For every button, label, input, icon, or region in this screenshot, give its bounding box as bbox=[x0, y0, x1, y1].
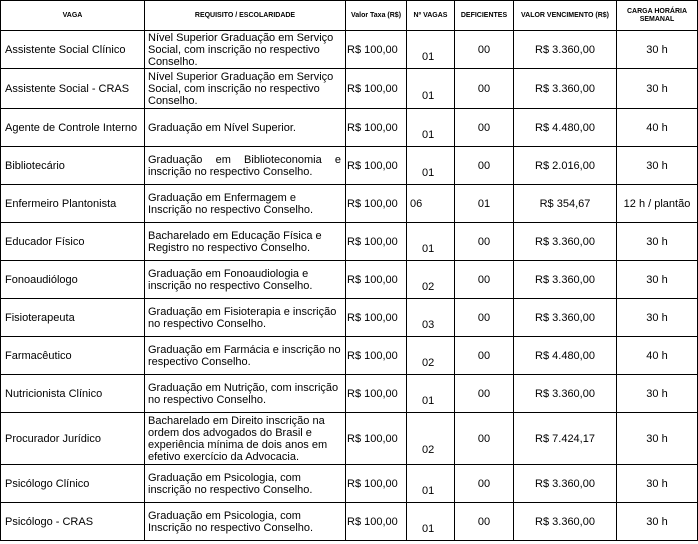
cell-taxa: R$ 100,00 bbox=[346, 31, 407, 69]
cell-vaga: Bibliotecário bbox=[1, 147, 145, 185]
cell-requisito: Nível Superior Graduação em Serviço Social, com inscrição no respectivo Conselho. bbox=[145, 69, 346, 109]
table-row bbox=[1, 109, 698, 147]
cell-vaga: Agente de Controle Interno bbox=[1, 109, 145, 147]
cell-carga: 30 h bbox=[617, 465, 698, 503]
cell-vagas: 02 bbox=[407, 337, 455, 375]
cell-vagas: 03 bbox=[407, 299, 455, 337]
cell-requisito: Graduação em Psicologia, com inscrição no respectivo Conselho. bbox=[145, 465, 346, 503]
header-taxa: Valor Taxa (R$) bbox=[346, 1, 407, 31]
cell-deficientes: 00 bbox=[455, 503, 514, 541]
cell-vencimento: R$ 2.016,00 bbox=[514, 147, 617, 185]
table-row bbox=[1, 465, 698, 503]
table-row bbox=[1, 413, 698, 465]
cell-vaga: Psicólogo Clínico bbox=[1, 465, 145, 503]
table-row bbox=[1, 185, 698, 223]
cell-vagas: 01 bbox=[407, 147, 455, 185]
cell-taxa: R$ 100,00 bbox=[346, 109, 407, 147]
cell-requisito: Graduação em Fonoaudiologia e inscrição no respectivo Conselho. bbox=[145, 261, 346, 299]
cell-deficientes: 00 bbox=[455, 299, 514, 337]
cell-carga: 30 h bbox=[617, 375, 698, 413]
cell-vaga: Assistente Social Clínico bbox=[1, 31, 145, 69]
cell-taxa: R$ 100,00 bbox=[346, 465, 407, 503]
cell-vagas: 02 bbox=[407, 261, 455, 299]
cell-deficientes: 01 bbox=[455, 185, 514, 223]
table-row bbox=[1, 31, 698, 69]
cell-carga: 12 h / plantão bbox=[617, 185, 698, 223]
table-row bbox=[1, 299, 698, 337]
cell-vagas: 01 bbox=[407, 503, 455, 541]
cell-taxa: R$ 100,00 bbox=[346, 299, 407, 337]
cell-vencimento: R$ 3.360,00 bbox=[514, 299, 617, 337]
cell-requisito: Graduação em Enfermagem e Inscrição no respectivo Conselho. bbox=[145, 185, 346, 223]
cell-requisito: Graduação em Biblioteconomia e inscrição no respectivo Conselho. bbox=[145, 147, 346, 185]
cell-vencimento: R$ 3.360,00 bbox=[514, 261, 617, 299]
header-deficientes: DEFICIENTES bbox=[455, 1, 514, 31]
header-vaga: VAGA bbox=[1, 1, 145, 31]
cell-vagas: 01 bbox=[407, 375, 455, 413]
table-row bbox=[1, 223, 698, 261]
cell-carga: 30 h bbox=[617, 261, 698, 299]
cell-requisito: Graduação em Farmácia e inscrição no respectivo Conselho. bbox=[145, 337, 346, 375]
cell-vagas: 01 bbox=[407, 465, 455, 503]
cell-carga: 40 h bbox=[617, 109, 698, 147]
cell-requisito: Nível Superior Graduação em Serviço Social, com inscrição no respectivo Conselho. bbox=[145, 31, 346, 69]
cell-vagas: 01 bbox=[407, 109, 455, 147]
cell-vencimento: R$ 3.360,00 bbox=[514, 223, 617, 261]
cell-taxa: R$ 100,00 bbox=[346, 413, 407, 465]
cell-vencimento: R$ 354,67 bbox=[514, 185, 617, 223]
header-vagas: Nº VAGAS bbox=[407, 1, 455, 31]
cell-deficientes: 00 bbox=[455, 413, 514, 465]
cell-carga: 30 h bbox=[617, 31, 698, 69]
cell-requisito: Graduação em Nutrição, com inscrição no respectivo Conselho. bbox=[145, 375, 346, 413]
table-row bbox=[1, 503, 698, 541]
cell-deficientes: 00 bbox=[455, 147, 514, 185]
cell-taxa: R$ 100,00 bbox=[346, 69, 407, 109]
cell-deficientes: 00 bbox=[455, 465, 514, 503]
table-row bbox=[1, 69, 698, 109]
header-row bbox=[1, 1, 698, 31]
cell-requisito: Bacharelado em Direito inscrição na ordem dos advogados do Brasil e experiência mínima de dois anos em efetivo exercício da Advocacia. bbox=[145, 413, 346, 465]
cell-carga: 30 h bbox=[617, 503, 698, 541]
cell-vaga: Procurador Jurídico bbox=[1, 413, 145, 465]
header-vencimento: VALOR VENCIMENTO (R$) bbox=[514, 1, 617, 31]
cell-requisito: Bacharelado em Educação Física e Registro no respectivo Conselho. bbox=[145, 223, 346, 261]
cell-taxa: R$ 100,00 bbox=[346, 147, 407, 185]
cell-vencimento: R$ 3.360,00 bbox=[514, 375, 617, 413]
cell-vaga: Fonoaudiólogo bbox=[1, 261, 145, 299]
table-row bbox=[1, 261, 698, 299]
table-row bbox=[1, 147, 698, 185]
cell-vaga: Assistente Social - CRAS bbox=[1, 69, 145, 109]
cell-vagas: 06 bbox=[407, 185, 455, 223]
cell-carga: 40 h bbox=[617, 337, 698, 375]
cell-vencimento: R$ 3.360,00 bbox=[514, 503, 617, 541]
cell-deficientes: 00 bbox=[455, 109, 514, 147]
cell-vencimento: R$ 3.360,00 bbox=[514, 465, 617, 503]
cell-vaga: Fisioterapeuta bbox=[1, 299, 145, 337]
cell-carga: 30 h bbox=[617, 413, 698, 465]
cell-requisito: Graduação em Nível Superior. bbox=[145, 109, 346, 147]
cell-vagas: 02 bbox=[407, 413, 455, 465]
cell-taxa: R$ 100,00 bbox=[346, 223, 407, 261]
cell-taxa: R$ 100,00 bbox=[346, 261, 407, 299]
cell-deficientes: 00 bbox=[455, 261, 514, 299]
cell-carga: 30 h bbox=[617, 299, 698, 337]
cell-taxa: R$ 100,00 bbox=[346, 375, 407, 413]
cell-requisito: Graduação em Psicologia, com Inscrição no respectivo Conselho. bbox=[145, 503, 346, 541]
cell-taxa: R$ 100,00 bbox=[346, 337, 407, 375]
cell-taxa: R$ 100,00 bbox=[346, 503, 407, 541]
cell-vaga: Enfermeiro Plantonista bbox=[1, 185, 145, 223]
cell-vagas: 01 bbox=[407, 223, 455, 261]
cell-vaga: Psicólogo - CRAS bbox=[1, 503, 145, 541]
cell-vaga: Farmacêutico bbox=[1, 337, 145, 375]
cell-vagas: 01 bbox=[407, 31, 455, 69]
cell-vaga: Educador Físico bbox=[1, 223, 145, 261]
cell-vencimento: R$ 7.424,17 bbox=[514, 413, 617, 465]
cell-taxa: R$ 100,00 bbox=[346, 185, 407, 223]
cell-vencimento: R$ 4.480,00 bbox=[514, 337, 617, 375]
header-carga: CARGA HORÁRIA SEMANAL bbox=[617, 1, 698, 31]
cell-vagas: 01 bbox=[407, 69, 455, 109]
cell-vencimento: R$ 4.480,00 bbox=[514, 109, 617, 147]
cell-carga: 30 h bbox=[617, 147, 698, 185]
header-requisito: REQUISITO / ESCOLARIDADE bbox=[145, 1, 346, 31]
cell-vencimento: R$ 3.360,00 bbox=[514, 31, 617, 69]
cell-requisito: Graduação em Fisioterapia e inscrição no respectivo Conselho. bbox=[145, 299, 346, 337]
cell-deficientes: 00 bbox=[455, 223, 514, 261]
table-row bbox=[1, 375, 698, 413]
cell-carga: 30 h bbox=[617, 69, 698, 109]
cell-vaga: Nutricionista Clínico bbox=[1, 375, 145, 413]
cell-carga: 30 h bbox=[617, 223, 698, 261]
cell-deficientes: 00 bbox=[455, 337, 514, 375]
cell-vencimento: R$ 3.360,00 bbox=[514, 69, 617, 109]
cell-deficientes: 00 bbox=[455, 69, 514, 109]
cell-deficientes: 00 bbox=[455, 375, 514, 413]
table-row bbox=[1, 337, 698, 375]
cell-deficientes: 00 bbox=[455, 31, 514, 69]
